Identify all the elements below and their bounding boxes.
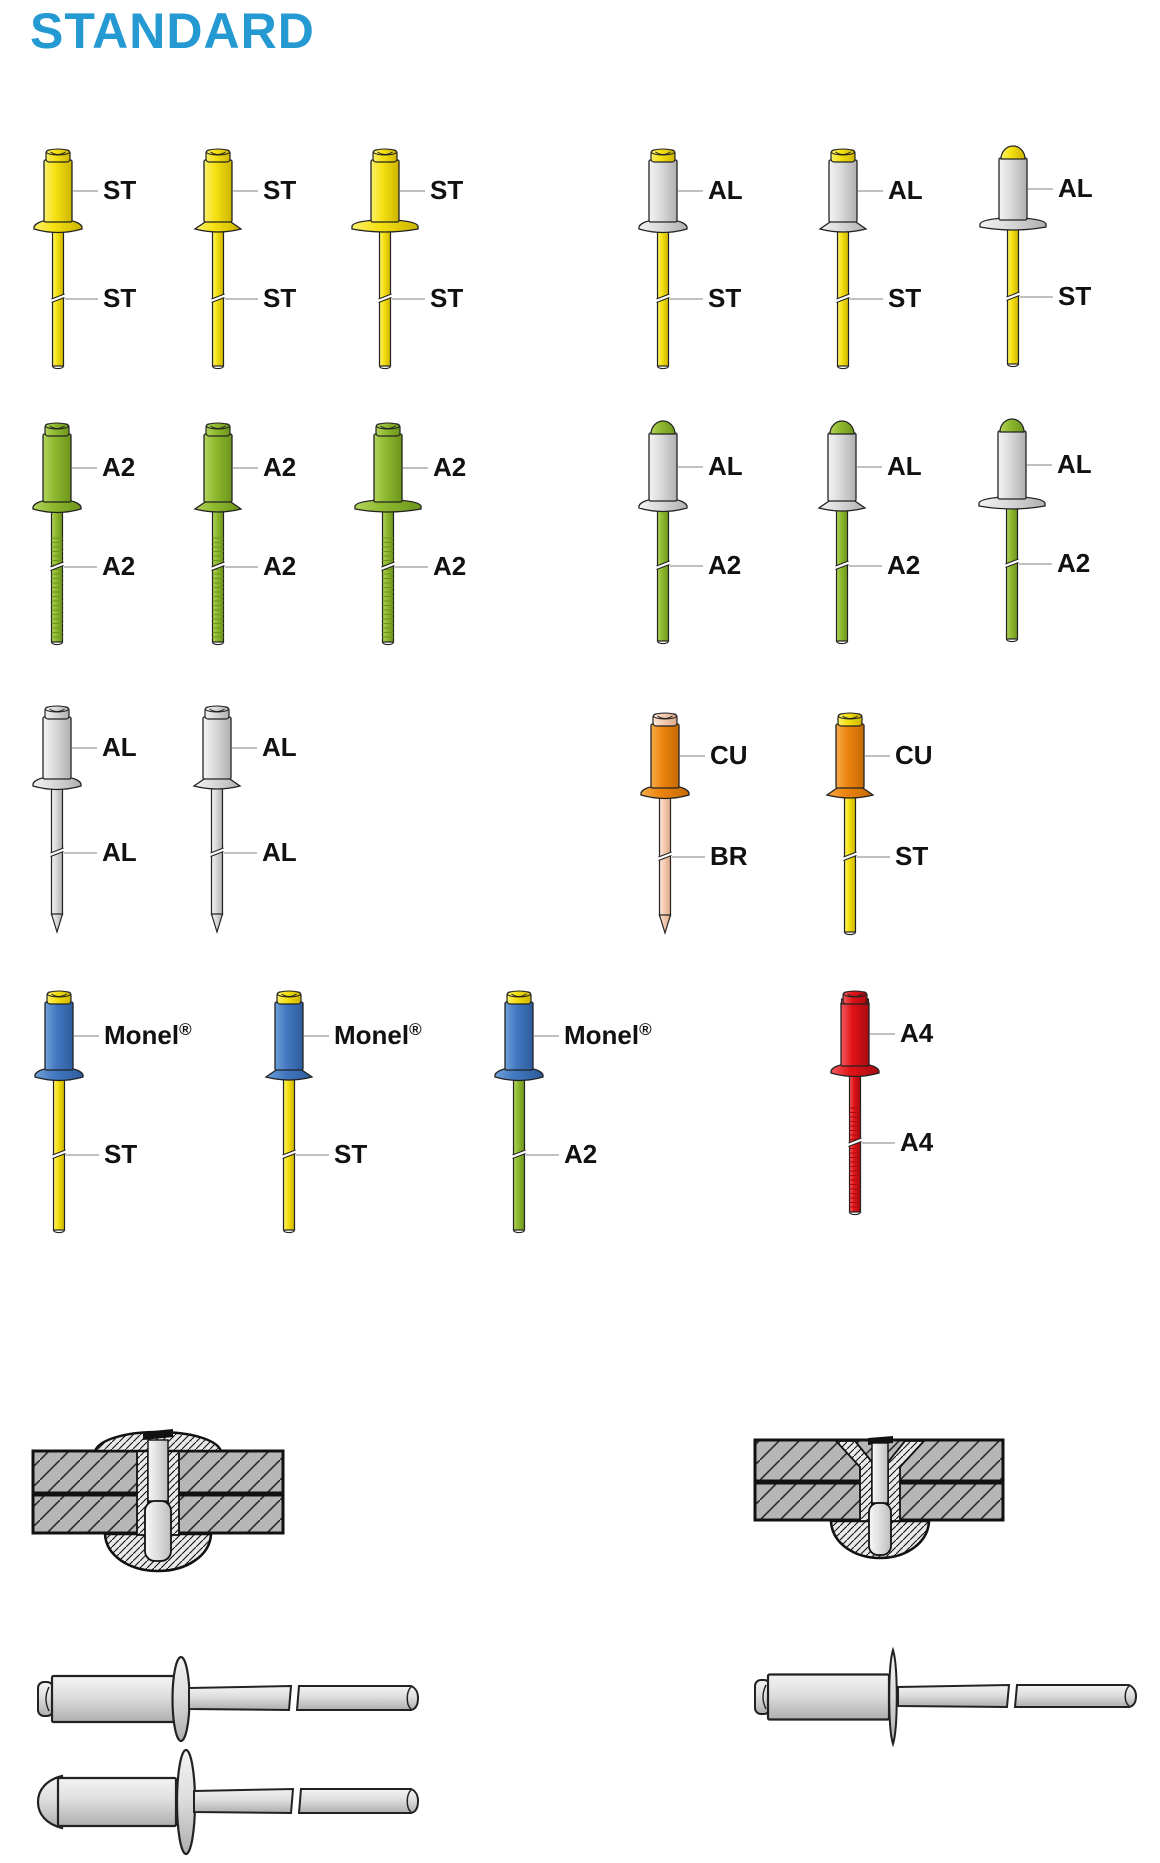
material-label: ST: [1058, 281, 1092, 311]
material-label: ST: [895, 841, 929, 871]
mandrel-segment: [299, 1789, 418, 1813]
mandrel-tip: [212, 914, 223, 932]
mandrel-head-cap: [651, 421, 675, 434]
rivet-st-st-1: [34, 149, 136, 369]
rivet-a2-a2-1: [33, 423, 135, 645]
rivet-al-al-1: [33, 706, 137, 932]
body: [204, 160, 232, 222]
body: [828, 433, 856, 501]
material-label: A2: [102, 551, 136, 581]
material-label: AL: [708, 451, 743, 481]
material-label: ST: [430, 175, 464, 205]
rivet-monel-st-1: [35, 991, 192, 1233]
material-label: AL: [102, 732, 137, 762]
material-label: CU: [710, 740, 748, 770]
material-label: AL: [262, 837, 297, 867]
mandrel: [52, 508, 63, 642]
side-view-dome-head-standard-flange: [38, 1657, 418, 1741]
mandrel-remnant: [872, 1443, 888, 1503]
mandrel: [658, 507, 669, 641]
mandrel-segment: [1015, 1685, 1136, 1707]
mandrel-head: [869, 1503, 891, 1555]
material-label: A4: [900, 1018, 934, 1048]
rivet-a2-a2-2: [195, 423, 296, 645]
body: [275, 1002, 303, 1070]
body: [829, 160, 857, 222]
material-label: ST: [334, 1139, 368, 1169]
rivet-st-st-2: [195, 149, 296, 369]
material-label: A2: [1057, 548, 1091, 578]
body: [649, 433, 677, 501]
mandrel-head: [145, 1501, 171, 1561]
body: [999, 158, 1027, 220]
mandrel: [1007, 505, 1018, 639]
material-label: A4: [900, 1127, 934, 1157]
mandrel: [837, 507, 848, 641]
rivet-monel-st-2: [266, 991, 422, 1233]
body: [998, 431, 1026, 499]
mandrel: [845, 794, 856, 932]
body: [374, 434, 402, 502]
body: [649, 160, 677, 222]
material-label: A2: [263, 452, 297, 482]
material-label: ST: [103, 175, 137, 205]
body: [841, 1002, 869, 1066]
material-label: BR: [710, 841, 748, 871]
material-label: ST: [103, 283, 137, 313]
rivet-st-st-3: [352, 149, 463, 369]
body: [44, 160, 72, 222]
material-label: A2: [433, 551, 467, 581]
body: [45, 1002, 73, 1070]
mandrel: [383, 508, 394, 642]
flange: [173, 1657, 190, 1741]
material-label: Monel®: [564, 1020, 652, 1050]
mandrel-segment: [297, 1686, 418, 1710]
material-label: AL: [708, 175, 743, 205]
side-view-dome-head-large-flange: [38, 1750, 418, 1854]
mandrel-head-cap: [1001, 146, 1025, 159]
material-label: ST: [430, 283, 464, 313]
body: [371, 160, 399, 222]
material-label: AL: [887, 451, 922, 481]
mandrel-segment: [189, 1686, 291, 1710]
rivet-al-st-3: [980, 146, 1093, 367]
rivet-monel-a2: [495, 991, 652, 1233]
flange: [177, 1750, 195, 1854]
material-label: A2: [433, 452, 467, 482]
material-label: AL: [888, 175, 923, 205]
material-label: A2: [564, 1139, 598, 1169]
body: [836, 724, 864, 788]
flange: [889, 1650, 897, 1744]
mandrel-segment: [194, 1789, 293, 1813]
material-label: ST: [888, 283, 922, 313]
material-label: AL: [1057, 449, 1092, 479]
body: [52, 1676, 174, 1722]
body: [43, 434, 71, 502]
mandrel-head-cap: [830, 421, 854, 434]
body: [768, 1675, 889, 1720]
body: [43, 717, 71, 779]
material-label: Monel®: [104, 1020, 192, 1050]
rivet-al-a2-1: [639, 421, 743, 644]
body: [203, 717, 231, 779]
rivet-al-a2-2: [819, 421, 922, 644]
rivet-a2-a2-3: [355, 423, 466, 645]
installed-view-dome-head: [33, 1429, 283, 1571]
rivet-cu-br: [641, 713, 748, 933]
side-view-countersunk-head: [755, 1650, 1136, 1744]
material-label: Monel®: [334, 1020, 422, 1050]
mandrel-segment: [898, 1685, 1009, 1707]
body: [204, 434, 232, 502]
page-title: STANDARD: [30, 3, 315, 59]
body: [651, 724, 679, 788]
material-label: ST: [104, 1139, 138, 1169]
mandrel-remnant: [148, 1440, 168, 1501]
body: [58, 1778, 176, 1826]
body: [505, 1002, 533, 1070]
material-label: CU: [895, 740, 933, 770]
mandrel-tip: [660, 915, 671, 933]
material-label: ST: [708, 283, 742, 313]
material-label: AL: [102, 837, 137, 867]
mandrel: [213, 508, 224, 642]
material-label: AL: [262, 732, 297, 762]
material-label: ST: [263, 283, 297, 313]
material-label: A2: [102, 452, 136, 482]
material-label: A2: [887, 550, 921, 580]
material-label: AL: [1058, 173, 1093, 203]
rivet-al-st-1: [639, 149, 743, 369]
material-label: A2: [263, 551, 297, 581]
rivet-a4-a4: [831, 991, 934, 1215]
rivet-al-a2-3: [979, 419, 1092, 642]
rivet-cu-st: [827, 713, 933, 935]
material-label: ST: [263, 175, 297, 205]
installed-view-countersunk-head: [755, 1436, 1003, 1558]
rivet-al-al-2: [194, 706, 297, 932]
rivet-al-st-2: [820, 149, 923, 369]
mandrel-head-cap: [1000, 419, 1024, 432]
mandrel-tip: [52, 914, 63, 932]
material-label: A2: [708, 550, 742, 580]
